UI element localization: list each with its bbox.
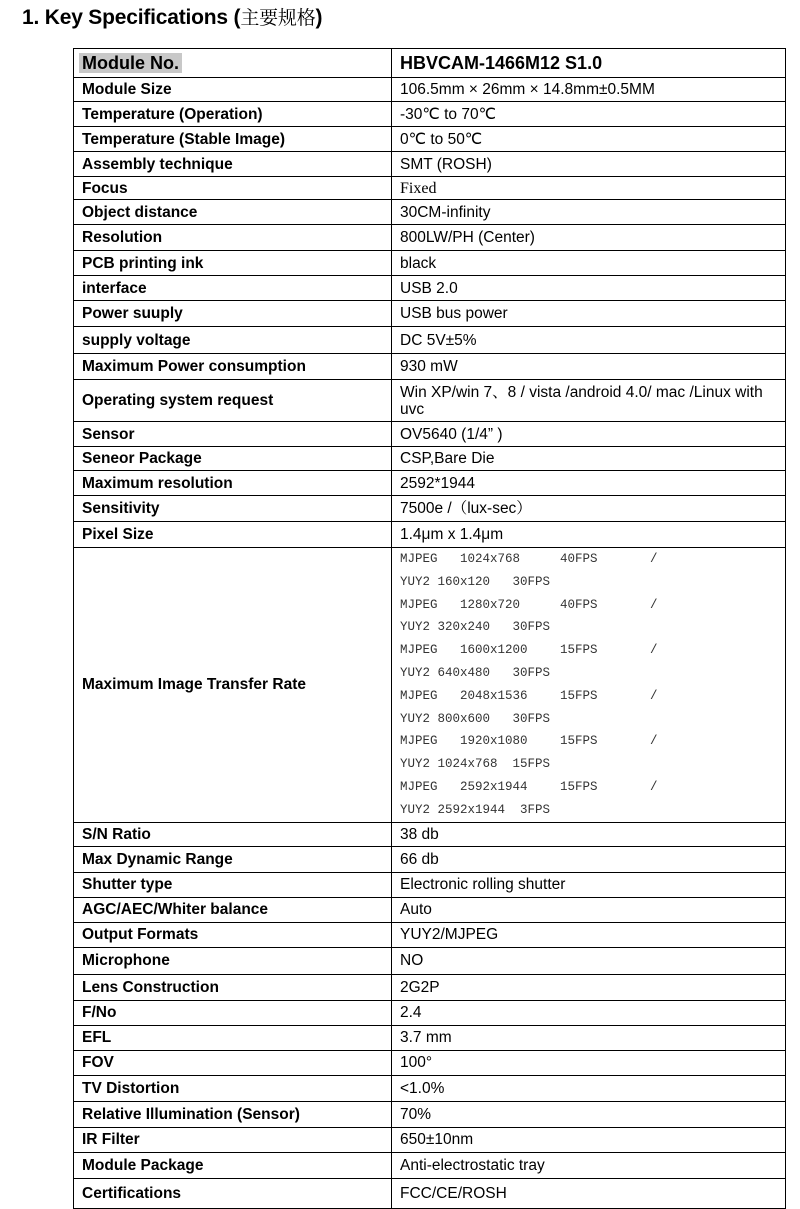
transfer-rate-cell: YUY2 2592x1944 [400, 802, 506, 817]
table-row [74, 471, 786, 496]
spec-key: Microphone [74, 947, 392, 974]
table-row [74, 225, 786, 251]
spec-key: Module Size [74, 78, 392, 102]
transfer-rate-cell: MJPEG [400, 597, 438, 612]
transfer-rate-cell: / [650, 552, 658, 566]
spec-key: Module Package [74, 1152, 392, 1178]
table-row [74, 548, 786, 823]
table-row [74, 102, 786, 127]
table-row [74, 1025, 786, 1050]
spec-value [392, 548, 786, 823]
transfer-rate-cell: MJPEG [400, 688, 438, 703]
spec-value: NO [392, 947, 786, 974]
spec-value: Anti-electrostatic tray [392, 1152, 786, 1178]
table-row [74, 276, 786, 301]
table-header-row [74, 49, 786, 78]
spec-key: Temperature (Operation) [74, 102, 392, 127]
transfer-rate-cell: 15FPS [512, 757, 550, 772]
spec-value: USB bus power [392, 301, 786, 327]
transfer-rate-cell: MJPEG [400, 643, 438, 658]
transfer-rate-cell: 30FPS [512, 665, 550, 680]
spec-key: Lens Construction [74, 974, 392, 1000]
table-row [74, 200, 786, 225]
header-key: Module No. [79, 53, 182, 73]
spec-value: 650±10nm [392, 1127, 786, 1152]
spec-key: Maximum Power consumption [74, 354, 392, 380]
transfer-rate-cell: 30FPS [512, 620, 550, 635]
table-row [74, 152, 786, 177]
spec-key: Sensitivity [74, 496, 392, 522]
spec-value: SMT (ROSH) [392, 152, 786, 177]
spec-key: IR Filter [74, 1127, 392, 1152]
transfer-rate-cell: 15FPS [560, 734, 598, 749]
header-value: HBVCAM-1466M12 S1.0 [392, 49, 786, 78]
spec-key: Assembly technique [74, 152, 392, 177]
spec-key: PCB printing ink [74, 251, 392, 276]
transfer-rate-line [400, 776, 777, 822]
table-row [74, 897, 786, 922]
transfer-rate-cell: YUY2 800x600 [400, 711, 491, 726]
spec-key: TV Distortion [74, 1075, 392, 1101]
transfer-rate-cell: / [650, 779, 658, 794]
spec-key: Power suuply [74, 301, 392, 327]
transfer-rate-line [400, 685, 777, 731]
spec-value: 70% [392, 1101, 786, 1127]
transfer-rate-cell: 40FPS [560, 597, 598, 612]
transfer-rate-line [400, 730, 777, 776]
transfer-rate-cell: / [650, 688, 658, 703]
spec-value: -30℃ to 70℃ [392, 102, 786, 127]
spec-value: OV5640 (1/4” ) [392, 422, 786, 447]
spec-key: Seneor Package [74, 447, 392, 471]
spec-value: 800LW/PH (Center) [392, 225, 786, 251]
transfer-rate-cell: YUY2 640x480 [400, 665, 491, 680]
spec-key: Maximum resolution [74, 471, 392, 496]
spec-value: 2G2P [392, 974, 786, 1000]
table-row [74, 974, 786, 1000]
table-row [74, 354, 786, 380]
table-row [74, 422, 786, 447]
spec-key: AGC/AEC/Whiter balance [74, 897, 392, 922]
spec-key: EFL [74, 1025, 392, 1050]
table-row [74, 1101, 786, 1127]
spec-value: 2.4 [392, 1000, 786, 1025]
spec-key: Operating system request [74, 380, 392, 422]
transfer-rate-cell: MJPEG [400, 734, 438, 749]
transfer-rate-cell: 2592x1944 [460, 779, 528, 794]
spec-key: Maximum Image Transfer Rate [74, 548, 392, 823]
spec-value: 38 db [392, 822, 786, 846]
spec-value: YUY2/MJPEG [392, 922, 786, 947]
spec-value: 930 mW [392, 354, 786, 380]
spec-value: Win XP/win 7、8 / vista /android 4.0/ mac /Linux with uvc [392, 380, 786, 422]
section-title [22, 3, 322, 30]
spec-value: <1.0% [392, 1075, 786, 1101]
spec-value: 7500e /（lux-sec） [392, 496, 786, 522]
table-row [74, 496, 786, 522]
transfer-rate-cell: YUY2 320x240 [400, 620, 491, 635]
spec-key: Shutter type [74, 872, 392, 897]
spec-key: Focus [74, 177, 392, 200]
spec-key: Pixel Size [74, 522, 392, 548]
table-row [74, 522, 786, 548]
table-row [74, 1152, 786, 1178]
spec-key: Relative Illumination (Sensor) [74, 1101, 392, 1127]
spec-value: 1.4μm x 1.4μm [392, 522, 786, 548]
table-row [74, 1127, 786, 1152]
table-row [74, 301, 786, 327]
table-row [74, 1178, 786, 1208]
spec-value: 66 db [392, 846, 786, 872]
spec-value: 3.7 mm [392, 1025, 786, 1050]
transfer-rate-cell: / [650, 597, 658, 612]
header-key-cell [74, 49, 392, 78]
spec-value: 100° [392, 1050, 786, 1075]
table-row [74, 947, 786, 974]
transfer-rate-cell: MJPEG [400, 779, 438, 794]
spec-key: supply voltage [74, 327, 392, 354]
spec-value: 30CM-infinity [392, 200, 786, 225]
spec-key: interface [74, 276, 392, 301]
transfer-rate-line [400, 548, 777, 594]
spec-table [73, 48, 786, 1209]
table-row [74, 846, 786, 872]
spec-key: S/N Ratio [74, 822, 392, 846]
table-row [74, 327, 786, 354]
transfer-rate-cell: 1024x768 [460, 552, 521, 566]
spec-key: FOV [74, 1050, 392, 1075]
table-row [74, 177, 786, 200]
transfer-rate-cell: 1920x1080 [460, 734, 528, 749]
transfer-rate-cell: YUY2 1024x768 [400, 757, 498, 772]
transfer-rate-cell: / [650, 643, 658, 658]
spec-key: Output Formats [74, 922, 392, 947]
title-text: 1. Key Specifications ( [22, 6, 241, 29]
table-row [74, 380, 786, 422]
spec-value: Electronic rolling shutter [392, 872, 786, 897]
table-row [74, 872, 786, 897]
transfer-rate-line [400, 594, 777, 640]
spec-value: DC 5V±5% [392, 327, 786, 354]
transfer-rate-cell: 15FPS [560, 643, 598, 658]
transfer-rate-cell: 40FPS [560, 552, 598, 566]
table-row [74, 1050, 786, 1075]
spec-key: Sensor [74, 422, 392, 447]
spec-value: USB 2.0 [392, 276, 786, 301]
spec-key: Object distance [74, 200, 392, 225]
table-row [74, 1000, 786, 1025]
spec-key: Resolution [74, 225, 392, 251]
spec-value: 106.5mm × 26mm × 14.8mm±0.5MM [392, 78, 786, 102]
transfer-rate-cell: 1600x1200 [460, 643, 528, 658]
transfer-rate-cell: 15FPS [560, 688, 598, 703]
spec-value: Auto [392, 897, 786, 922]
table-row [74, 251, 786, 276]
transfer-rate-cell: 3FPS [519, 802, 550, 817]
title-suffix: ) [315, 6, 323, 29]
spec-value: black [392, 251, 786, 276]
transfer-rate-cell: MJPEG [400, 552, 438, 566]
spec-key: Temperature (Stable Image) [74, 127, 392, 152]
table-row [74, 447, 786, 471]
spec-key: Certifications [74, 1178, 392, 1208]
spec-key: Max Dynamic Range [74, 846, 392, 872]
spec-value: Fixed [392, 177, 786, 200]
spec-value: 2592*1944 [392, 471, 786, 496]
spec-value: FCC/CE/ROSH [392, 1178, 786, 1208]
transfer-rate-cell: 2048x1536 [460, 688, 528, 703]
transfer-rate-cell: 15FPS [560, 779, 598, 794]
title-chinese: 主要规格 [240, 7, 316, 29]
table-row [74, 822, 786, 846]
transfer-rate-cell: 30FPS [512, 574, 550, 589]
spec-key: F/No [74, 1000, 392, 1025]
table-row [74, 922, 786, 947]
transfer-rate-line [400, 639, 777, 685]
transfer-rate-cell: 1280x720 [460, 597, 521, 612]
spec-value: CSP,Bare Die [392, 447, 786, 471]
table-row [74, 127, 786, 152]
transfer-rate-cell: / [650, 734, 658, 749]
transfer-rate-cell: YUY2 160x120 [400, 574, 491, 589]
spec-value: 0℃ to 50℃ [392, 127, 786, 152]
transfer-rate-cell: 30FPS [512, 711, 550, 726]
table-row [74, 78, 786, 102]
table-row [74, 1075, 786, 1101]
